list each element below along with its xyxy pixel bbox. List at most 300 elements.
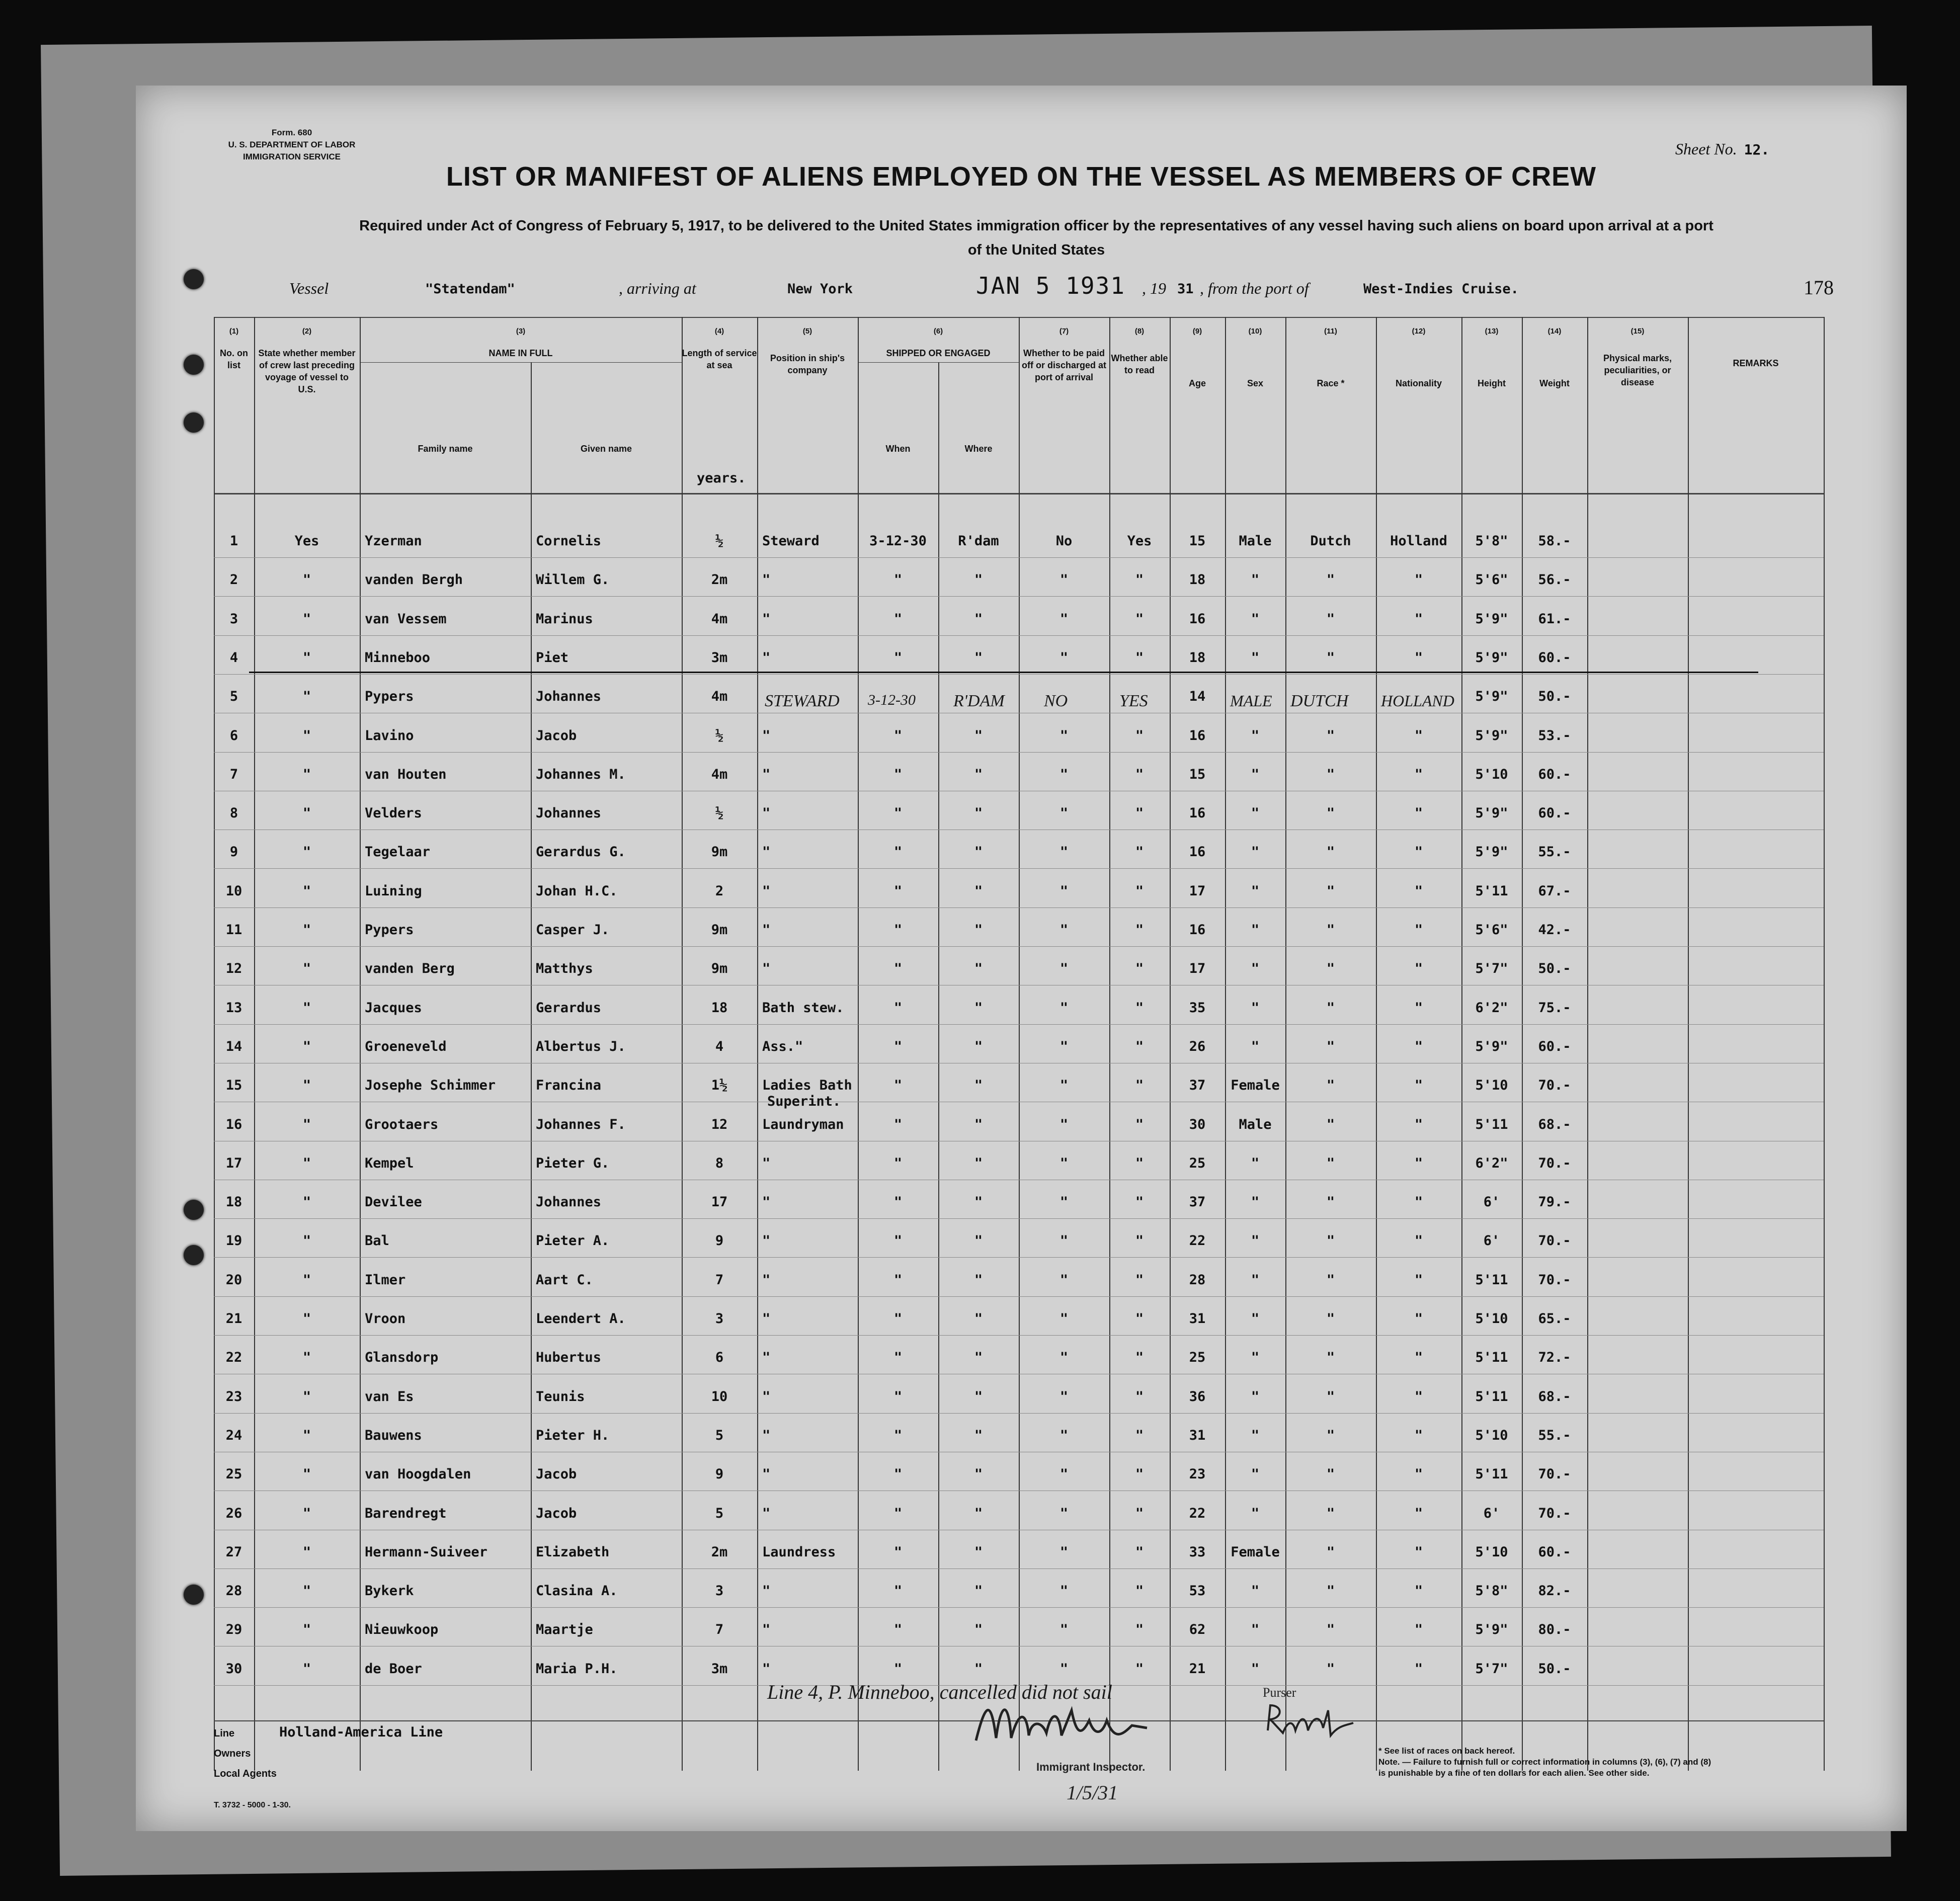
row-number: 29: [225, 1622, 242, 1638]
year-prefix: , 19: [1142, 279, 1166, 297]
row-rule: [214, 752, 1824, 753]
col-6-number: (6): [933, 327, 943, 336]
row-sex: ": [1251, 1311, 1260, 1327]
row-family-name: vanden Berg: [365, 961, 455, 977]
row-service-length: 6: [715, 1350, 724, 1366]
row-shipped-where: ": [974, 1427, 983, 1443]
footnote-penalty-1: Note. — Failure to furnish full or correct information in columns (3), (6), (7) and (8): [1378, 1757, 1711, 1767]
row-given-name: Jacob: [536, 1466, 577, 1482]
row-sex: ": [1251, 572, 1260, 588]
row-sex: ": [1251, 1466, 1260, 1482]
row-nationality: ": [1414, 961, 1423, 977]
col-rule: [1824, 317, 1825, 1771]
row-rule: [214, 907, 1824, 908]
col-11-number: (11): [1324, 327, 1337, 336]
row-shipped-where: ": [974, 649, 983, 666]
row-paid-off: ": [1059, 1350, 1069, 1366]
row-position: ": [762, 1427, 771, 1443]
row-age: 26: [1189, 1038, 1206, 1054]
row-family-name: Groeneveld: [365, 1038, 447, 1054]
row-race: ": [1326, 1155, 1335, 1171]
requirement-text: [231, 214, 1841, 262]
row-paid-off: ": [1059, 1311, 1069, 1327]
page-title: LIST OR MANIFEST OF ALIENS EMPLOYED ON THE VESSEL AS MEMBERS OF CREW: [446, 161, 1597, 192]
row-family-name: Glansdorp: [365, 1350, 439, 1366]
row-family-name: Grootaers: [365, 1116, 439, 1132]
row-paid-off: ": [1059, 1078, 1069, 1094]
row-given-name: Elizabeth: [536, 1544, 610, 1560]
row-nationality: ": [1414, 883, 1423, 899]
row-shipped-where: ": [974, 1233, 983, 1249]
row-height: 5'7": [1475, 961, 1508, 977]
row-paid-off: ": [1059, 1544, 1069, 1560]
row-previous-voyage: ": [302, 805, 311, 821]
row-number: 11: [225, 922, 242, 938]
row-paid-off: ": [1059, 1233, 1069, 1249]
row-sex: ": [1251, 1583, 1260, 1599]
row-weight: 56.-: [1538, 572, 1571, 588]
row-nationality: ": [1414, 572, 1423, 588]
row-race: ": [1326, 1194, 1335, 1210]
row-shipped-when: ": [893, 1505, 903, 1521]
row-race: ": [1326, 883, 1335, 899]
row-family-name: Barendregt: [365, 1505, 447, 1521]
row-race: ": [1326, 1311, 1335, 1327]
row-height: 5'6": [1475, 922, 1508, 938]
header-previous-voyage: State whether member of crew last preceding voyage of vessel to U.S.: [258, 348, 356, 394]
row-family-name: Jacques: [365, 1000, 422, 1016]
col-3-number: (3): [516, 327, 526, 336]
col-5-number: (5): [802, 327, 812, 336]
row-height: 5'9": [1475, 805, 1508, 821]
row-shipped-when: ": [893, 1272, 903, 1288]
row-given-name: Pieter G.: [536, 1155, 610, 1171]
row-height: 5'10: [1475, 1078, 1508, 1094]
row-able-to-read: ": [1135, 611, 1144, 627]
local-agents-label: Local Agents: [214, 1768, 277, 1779]
header-age: Age: [1188, 378, 1206, 388]
row-nationality: ": [1414, 1544, 1423, 1560]
row-nationality: ": [1414, 1311, 1423, 1327]
row-position: ": [762, 805, 771, 821]
row-age: 35: [1189, 1000, 1206, 1016]
row-position: Ladies Bath: [762, 1078, 852, 1094]
row-given-name: Gerardus: [536, 1000, 602, 1016]
row-height: 5'11: [1475, 1350, 1508, 1366]
row-shipped-when: ": [893, 1622, 903, 1638]
row-shipped-when: ": [893, 1388, 903, 1404]
row-service-length: 9m: [711, 844, 728, 860]
hand-row5-nationality: HOLLAND: [1381, 692, 1454, 710]
binder-hole: [184, 412, 204, 433]
row-age: 22: [1189, 1233, 1206, 1249]
row-age: 37: [1189, 1194, 1206, 1210]
row-able-to-read: ": [1135, 649, 1144, 666]
owners-label: Owners: [214, 1748, 251, 1759]
row-previous-voyage: ": [302, 1544, 311, 1560]
row-height: 6'2": [1475, 1155, 1508, 1171]
row-service-length: 1½: [711, 1078, 728, 1094]
row-number: 21: [225, 1311, 242, 1327]
row-number: 9: [229, 844, 238, 860]
row-number: 18: [225, 1194, 242, 1210]
row-nationality: ": [1414, 1038, 1423, 1054]
row-race: ": [1326, 1544, 1335, 1560]
hand-row5-read: YES: [1119, 692, 1148, 710]
row-given-name: Pieter H.: [536, 1427, 610, 1443]
row-race: ": [1326, 766, 1335, 782]
row-number: 13: [225, 1000, 242, 1016]
header-race: Race *: [1317, 378, 1345, 388]
row-nationality: ": [1414, 922, 1423, 938]
row-height: 5'11: [1475, 1388, 1508, 1404]
row-nationality: ": [1414, 805, 1423, 821]
row-previous-voyage: ": [302, 844, 311, 860]
row-nationality: ": [1414, 611, 1423, 627]
row-nationality: ": [1414, 1466, 1423, 1482]
row-number: 23: [225, 1388, 242, 1404]
row-rule: [214, 635, 1824, 636]
row-given-name: Pieter A.: [536, 1233, 610, 1249]
row-position: ": [762, 572, 771, 588]
row-weight: 70.-: [1538, 1155, 1571, 1171]
row-weight: 75.-: [1538, 1000, 1571, 1016]
row-previous-voyage: ": [302, 1155, 311, 1171]
row-service-length: 17: [711, 1194, 728, 1210]
row-weight: 70.-: [1538, 1272, 1571, 1288]
row-height: 5'10: [1475, 1427, 1508, 1443]
row-weight: 60.-: [1538, 1038, 1571, 1054]
row-family-name: Nieuwkoop: [365, 1622, 439, 1638]
binder-hole: [184, 1245, 204, 1265]
row-able-to-read: ": [1135, 1350, 1144, 1366]
row-height: 5'10: [1475, 1311, 1508, 1327]
header-height: Height: [1478, 378, 1506, 388]
row-number: 8: [229, 805, 238, 821]
row-number: 22: [225, 1350, 242, 1366]
row-shipped-when: ": [893, 1427, 903, 1443]
row-able-to-read: ": [1135, 1078, 1144, 1094]
row-family-name: Luining: [365, 883, 422, 899]
row-nationality: ": [1414, 1505, 1423, 1521]
row-nationality: ": [1414, 1427, 1423, 1443]
row-number: 14: [225, 1038, 242, 1054]
row-able-to-read: ": [1135, 1466, 1144, 1482]
row-position: ": [762, 1233, 771, 1249]
row-race: ": [1326, 1505, 1335, 1521]
row-weight: 80.-: [1538, 1622, 1571, 1638]
row-number: 26: [225, 1505, 242, 1521]
row-shipped-when: ": [893, 1544, 903, 1560]
row-given-name: Piet: [536, 649, 569, 666]
row-paid-off: ": [1059, 1427, 1069, 1443]
row-number: 25: [225, 1466, 242, 1482]
row-paid-off: ": [1059, 922, 1069, 938]
row-nationality: ": [1414, 1661, 1423, 1677]
row-age: 25: [1189, 1155, 1206, 1171]
row-given-name: Jacob: [536, 1505, 577, 1521]
row-height: 6'2": [1475, 1000, 1508, 1016]
col-rule: [1019, 317, 1020, 1771]
row-service-length: 2m: [711, 572, 728, 588]
row-paid-off: ": [1059, 844, 1069, 860]
row-shipped-where: ": [974, 766, 983, 782]
row-weight: 55.-: [1538, 1427, 1571, 1443]
col-1-number: (1): [229, 327, 239, 336]
row-race: ": [1326, 1583, 1335, 1599]
row-sex: ": [1251, 766, 1260, 782]
row-number: 7: [229, 766, 238, 782]
row-number: 16: [225, 1116, 242, 1132]
row-position: ": [762, 1583, 771, 1599]
row-paid-off: ": [1059, 727, 1069, 743]
row-family-name: Bauwens: [365, 1427, 422, 1443]
row-family-name: Vroon: [365, 1311, 406, 1327]
requirement-line-1: Required under Act of Congress of February 5, 1917, to be delivered to the United States immigration officer by the representatives of any vessel having such aliens on board upon arrival at a port: [359, 218, 1713, 234]
row-weight: 50.-: [1538, 1661, 1571, 1677]
row-given-name: Johannes: [536, 689, 602, 705]
row-age: 21: [1189, 1661, 1206, 1677]
row-paid-off: ": [1059, 1505, 1069, 1521]
row-race: ": [1326, 1466, 1335, 1482]
row-able-to-read: ": [1135, 922, 1144, 938]
row-shipped-when: ": [893, 805, 903, 821]
row-previous-voyage: ": [302, 572, 311, 588]
row-shipped-when: ": [893, 961, 903, 977]
row-sex: ": [1251, 883, 1260, 899]
binder-hole: [184, 1585, 204, 1605]
header-where: Where: [964, 444, 993, 454]
row-position: ": [762, 1388, 771, 1404]
form-identifier: [196, 127, 387, 163]
row-shipped-where: ": [974, 883, 983, 899]
row4-strikethrough: [249, 672, 1758, 673]
row-sex: ": [1251, 805, 1260, 821]
year-value: 31: [1177, 281, 1194, 297]
row-sex: Male: [1239, 1116, 1272, 1132]
row-rule: [214, 1257, 1824, 1258]
row-sex: ": [1251, 727, 1260, 743]
row-previous-voyage: ": [302, 689, 311, 705]
row-height: 5'9": [1475, 727, 1508, 743]
row-given-name: Johannes F.: [536, 1116, 626, 1132]
row-position-line2: Superint.: [767, 1094, 841, 1110]
row-position: ": [762, 1194, 771, 1210]
row-age: 25: [1189, 1350, 1206, 1366]
row-given-name: Johan H.C.: [536, 883, 618, 899]
form-number: Form. 680: [271, 128, 312, 137]
row-race: ": [1326, 1661, 1335, 1677]
row-race: ": [1326, 1622, 1335, 1638]
col-4-number: (4): [714, 327, 724, 336]
row-sex: Male: [1239, 533, 1272, 549]
row-height: 5'9": [1475, 611, 1508, 627]
row-service-length: ½: [715, 805, 724, 821]
row-age: 17: [1189, 883, 1206, 899]
row-shipped-where: ": [974, 1000, 983, 1016]
row-age: 16: [1189, 611, 1206, 627]
row-height: 5'9": [1475, 649, 1508, 666]
row-number: 2: [229, 572, 238, 588]
row-weight: 53.-: [1538, 727, 1571, 743]
row-shipped-when: ": [893, 1466, 903, 1482]
binder-hole: [184, 269, 204, 289]
row-shipped-where: ": [974, 1622, 983, 1638]
row-weight: 82.-: [1538, 1583, 1571, 1599]
row-family-name: de Boer: [365, 1661, 422, 1677]
row-able-to-read: ": [1135, 1038, 1144, 1054]
row-sex: ": [1251, 844, 1260, 860]
row-shipped-when: ": [893, 1661, 903, 1677]
row-able-to-read: ": [1135, 1194, 1144, 1210]
vessel-name: "Statendam": [425, 281, 515, 297]
row-weight: 70.-: [1538, 1505, 1571, 1521]
row-sex: ": [1251, 611, 1260, 627]
header-family-name: Family name: [418, 444, 473, 454]
col-rule: [1688, 317, 1689, 1771]
row-position: Ass.": [762, 1038, 803, 1054]
row-given-name: Teunis: [536, 1388, 585, 1404]
row-number: 27: [225, 1544, 242, 1560]
row-service-length: 4m: [711, 766, 728, 782]
row-shipped-when: ": [893, 1350, 903, 1366]
col-rule: [1376, 317, 1377, 1771]
row-previous-voyage: ": [302, 1272, 311, 1288]
row-weight: 50.-: [1538, 689, 1571, 705]
row-shipped-where: ": [974, 572, 983, 588]
row-shipped-where: ": [974, 922, 983, 938]
row-given-name: Jacob: [536, 727, 577, 743]
row-shipped-when: ": [893, 649, 903, 666]
row-previous-voyage: ": [302, 883, 311, 899]
row-rule: [214, 596, 1824, 597]
row-race: Dutch: [1310, 533, 1351, 549]
row-able-to-read: ": [1135, 727, 1144, 743]
row-number: 28: [225, 1583, 242, 1599]
row-paid-off: ": [1059, 1116, 1069, 1132]
footnote-penalty-2: is punishable by a fine of ten dollars for each alien. See other side.: [1378, 1768, 1650, 1778]
row-height: 5'10: [1475, 1544, 1508, 1560]
row-shipped-when: ": [893, 1000, 903, 1016]
department-name: U. S. DEPARTMENT OF LABOR: [228, 140, 356, 149]
row-position: ": [762, 1661, 771, 1677]
binder-hole: [184, 1200, 204, 1220]
row-height: 5'6": [1475, 572, 1508, 588]
row-height: 5'11: [1475, 1272, 1508, 1288]
row-shipped-where: ": [974, 1078, 983, 1094]
row-weight: 72.-: [1538, 1350, 1571, 1366]
row-age: 15: [1189, 533, 1206, 549]
row-nationality: ": [1414, 1078, 1423, 1094]
row-service-length: 3: [715, 1583, 724, 1599]
row-able-to-read: ": [1135, 1583, 1144, 1599]
row-number: 20: [225, 1272, 242, 1288]
row-sex: ": [1251, 922, 1260, 938]
row-age: 31: [1189, 1427, 1206, 1443]
row-able-to-read: ": [1135, 883, 1144, 899]
row-previous-voyage: ": [302, 1000, 311, 1016]
row-shipped-where: ": [974, 1661, 983, 1677]
row-sex: ": [1251, 1000, 1260, 1016]
row-shipped-where: ": [974, 1116, 983, 1132]
row-shipped-where: ": [974, 1272, 983, 1288]
row-nationality: Holland: [1390, 533, 1447, 549]
row-paid-off: No: [1055, 533, 1073, 549]
row-weight: 58.-: [1538, 533, 1571, 549]
row-able-to-read: ": [1135, 1311, 1144, 1327]
row-sex: ": [1251, 1233, 1260, 1249]
row-sex: Female: [1231, 1078, 1280, 1094]
row-previous-voyage: ": [302, 1116, 311, 1132]
header-remarks: REMARKS: [1733, 358, 1779, 368]
row-race: ": [1326, 1000, 1335, 1016]
row-age: 14: [1189, 689, 1206, 705]
row-height: 5'11: [1475, 1466, 1508, 1482]
row-number: 5: [229, 689, 238, 705]
row-nationality: ": [1414, 1583, 1423, 1599]
row-weight: 50.-: [1538, 961, 1571, 977]
service-name: IMMIGRATION SERVICE: [243, 152, 341, 161]
header-shipped-or-engaged: SHIPPED OR ENGAGED: [886, 348, 991, 358]
hand-row5-where: R'DAM: [953, 692, 1005, 710]
row-nationality: ": [1414, 649, 1423, 666]
row-family-name: vanden Bergh: [365, 572, 463, 588]
row-position: Laundryman: [762, 1116, 844, 1132]
row-sex: ": [1251, 961, 1260, 977]
row-previous-voyage: ": [302, 1311, 311, 1327]
row-shipped-where: ": [974, 1466, 983, 1482]
arrival-port: New York: [787, 281, 853, 297]
row-service-length: 9m: [711, 961, 728, 977]
row-race: ": [1326, 1116, 1335, 1132]
row-previous-voyage: ": [302, 1583, 311, 1599]
col-14-number: (14): [1547, 327, 1562, 336]
row-service-length: 3m: [711, 1661, 728, 1677]
row-weight: 42.-: [1538, 922, 1571, 938]
row-age: 16: [1189, 922, 1206, 938]
from-port-value: West-Indies Cruise.: [1363, 281, 1519, 297]
hand-row5-race: DUTCH: [1290, 692, 1349, 710]
row-able-to-read: ": [1135, 1661, 1144, 1677]
row-position: ": [762, 1272, 771, 1288]
row-able-to-read: ": [1135, 1233, 1144, 1249]
row-service-length: 5: [715, 1505, 724, 1521]
row-family-name: Josephe Schimmer: [365, 1078, 496, 1094]
row-height: 5'10: [1475, 766, 1508, 782]
row-height: 5'9": [1475, 1622, 1508, 1638]
row-race: ": [1326, 572, 1335, 588]
row-able-to-read: ": [1135, 1000, 1144, 1016]
row-shipped-where: ": [974, 1038, 983, 1054]
row-race: ": [1326, 1078, 1335, 1094]
row-sex: ": [1251, 1038, 1260, 1054]
row-race: ": [1326, 1272, 1335, 1288]
row-sex: ": [1251, 1272, 1260, 1288]
row-service-length: 18: [711, 1000, 728, 1016]
row-height: 5'11: [1475, 883, 1508, 899]
row-height: 5'9": [1475, 844, 1508, 860]
row-paid-off: ": [1059, 611, 1069, 627]
row-age: 30: [1189, 1116, 1206, 1132]
row-position: ": [762, 883, 771, 899]
row-previous-voyage: Yes: [294, 533, 319, 549]
row-race: ": [1326, 844, 1335, 860]
row-rule: [214, 1568, 1824, 1569]
row-weight: 67.-: [1538, 883, 1571, 899]
row-weight: 60.-: [1538, 805, 1571, 821]
row-shipped-when: ": [893, 572, 903, 588]
header-nationality: Nationality: [1395, 378, 1442, 388]
